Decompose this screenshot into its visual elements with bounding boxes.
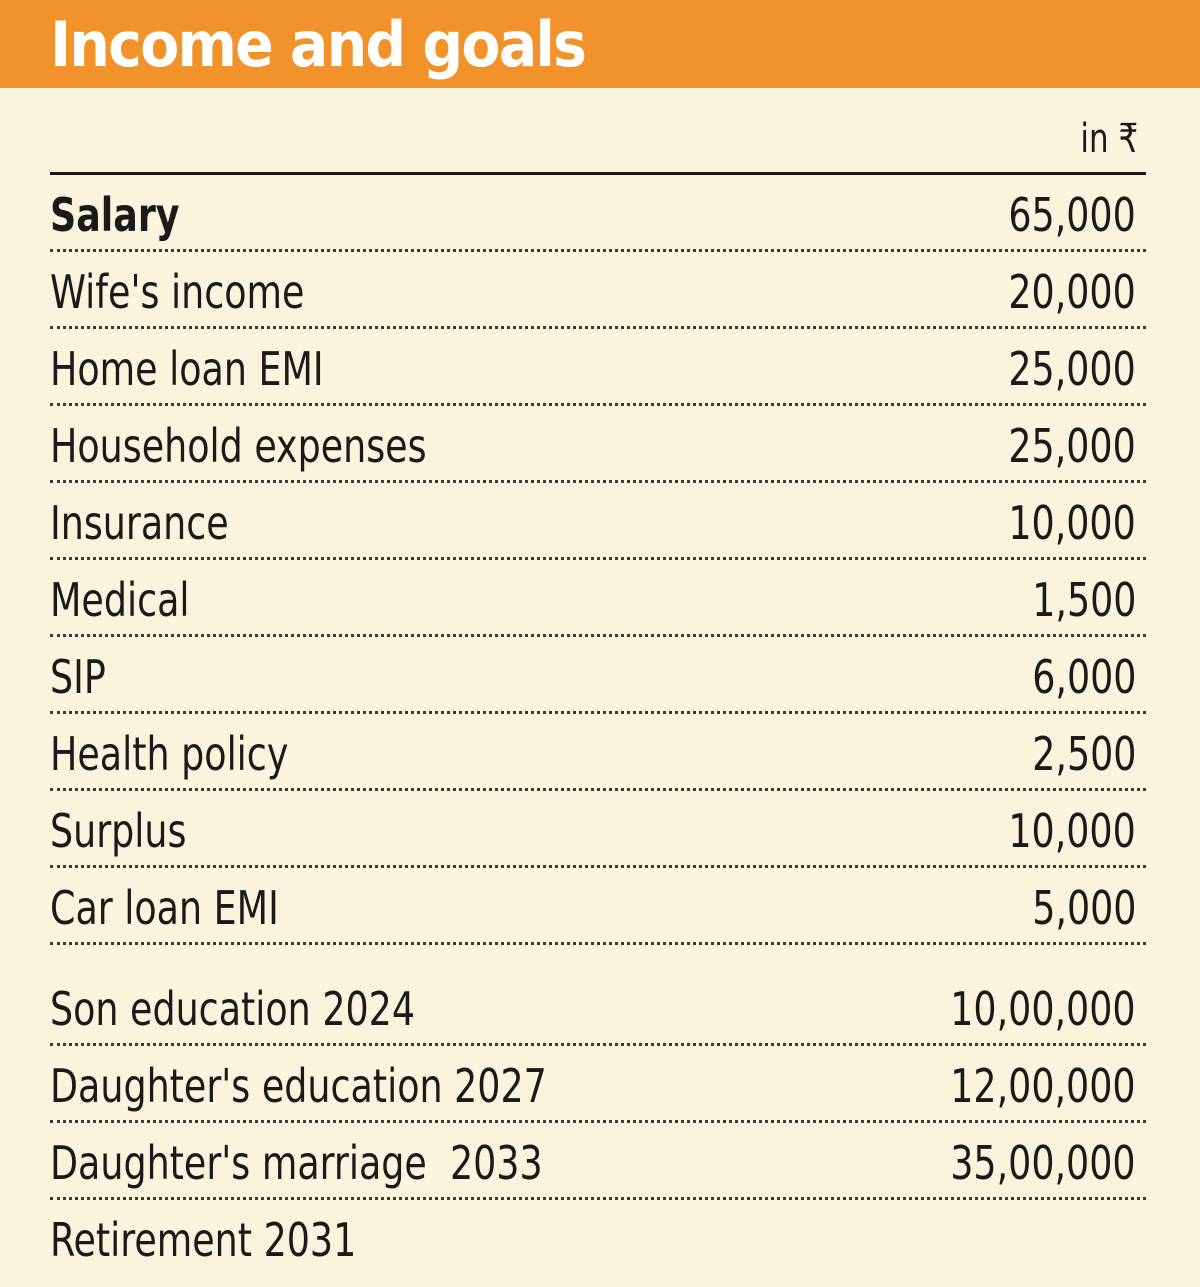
table-row-household-expenses bbox=[50, 406, 1146, 483]
table-row-home-loan-emi bbox=[50, 329, 1146, 406]
table-row-retirement bbox=[50, 1200, 1146, 1274]
row-value: 6,000 bbox=[1031, 650, 1136, 704]
table-row-car-loan-emi bbox=[50, 868, 1146, 945]
table-row-daughter-marriage bbox=[50, 1123, 1146, 1200]
row-value: 10,000 bbox=[1008, 804, 1136, 858]
row-label: Health policy bbox=[50, 727, 289, 781]
row-label: Home loan EMI bbox=[50, 342, 324, 396]
unit-note: in ₹ bbox=[1080, 116, 1138, 162]
row-value: 65,000 bbox=[1008, 188, 1136, 242]
row-label: Surplus bbox=[50, 804, 187, 858]
row-label: Household expenses bbox=[50, 419, 427, 473]
row-label: Daughter's marriage 2033 bbox=[50, 1136, 543, 1190]
table-row-daughter-education bbox=[50, 1046, 1146, 1123]
row-label: Retirement 2031 bbox=[50, 1213, 357, 1267]
row-value: 12,00,000 bbox=[950, 1059, 1136, 1113]
row-label: Wife's income bbox=[50, 265, 305, 319]
header-bar bbox=[0, 0, 1200, 88]
table-row-salary bbox=[50, 175, 1146, 252]
table-row-son-education bbox=[50, 969, 1146, 1046]
table-row-sip bbox=[50, 637, 1146, 714]
row-label: Salary bbox=[50, 188, 180, 242]
row-value: 10,00,000 bbox=[950, 982, 1136, 1036]
table-row-wife-income bbox=[50, 252, 1146, 329]
row-value: 25,000 bbox=[1008, 419, 1136, 473]
row-label: Car loan EMI bbox=[50, 881, 279, 935]
table-row-health-policy bbox=[50, 714, 1146, 791]
row-value: 1,500 bbox=[1031, 573, 1136, 627]
row-value: 5,000 bbox=[1031, 881, 1136, 935]
row-label: Son education 2024 bbox=[50, 982, 415, 1036]
table-row-medical bbox=[50, 560, 1146, 637]
row-value: 35,00,000 bbox=[950, 1136, 1136, 1190]
row-label: SIP bbox=[50, 650, 106, 704]
page-title: Income and goals bbox=[50, 8, 586, 81]
row-label: Insurance bbox=[50, 496, 229, 550]
table-row-surplus bbox=[50, 791, 1146, 868]
income-goals-table bbox=[50, 172, 1146, 1274]
row-value: 2,500 bbox=[1031, 727, 1136, 781]
row-value: 10,000 bbox=[1008, 496, 1136, 550]
row-value: 20,000 bbox=[1008, 265, 1136, 319]
row-label: Daughter's education 2027 bbox=[50, 1059, 547, 1113]
table-row-insurance bbox=[50, 483, 1146, 560]
row-value: 25,000 bbox=[1008, 342, 1136, 396]
row-label: Medical bbox=[50, 573, 190, 627]
